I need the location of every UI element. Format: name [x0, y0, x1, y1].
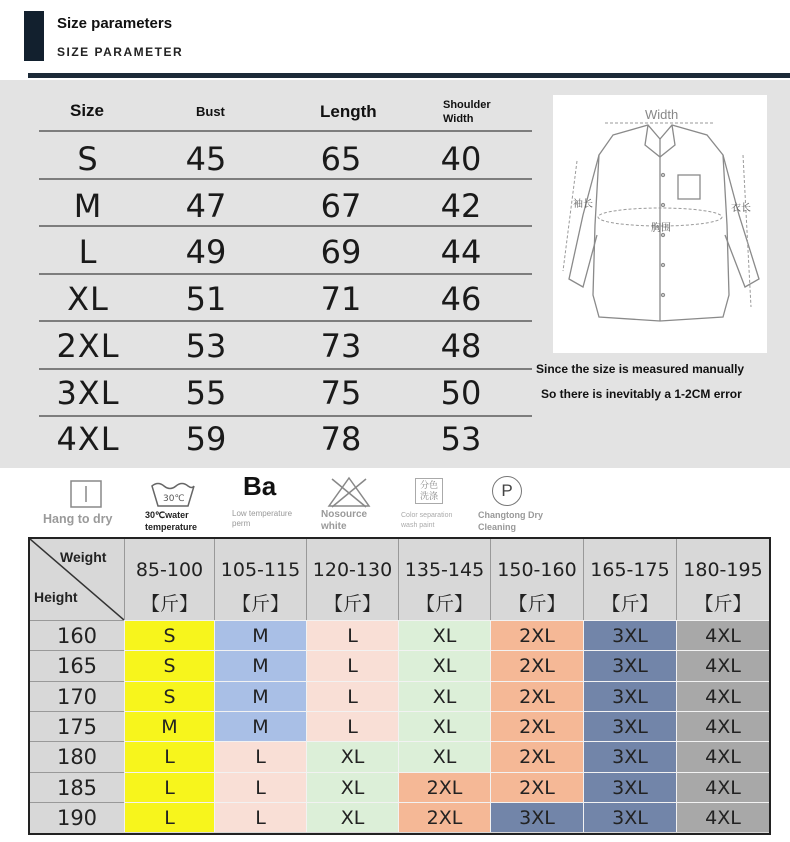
size-table-value-cell: 45 — [185, 140, 227, 178]
size-table-divider — [39, 225, 532, 227]
hang-to-dry-label: Hang to dry — [43, 512, 113, 526]
size-table-value-cell: 50 — [440, 374, 482, 412]
size-recommendation-cell: M — [124, 711, 214, 741]
size-recommendation-cell: 3XL — [583, 711, 676, 741]
size-recommendation-cell: L — [306, 711, 398, 741]
height-row-label: 170 — [30, 681, 124, 711]
header-accent-bar — [24, 11, 44, 61]
dry-clean-label: Changtong Dry Cleaning — [478, 510, 543, 532]
size-recommendation-cell: XL — [306, 741, 398, 772]
size-recommendation-cell: 3XL — [583, 802, 676, 832]
weight-range-label: 165-175 — [590, 559, 670, 581]
size-recommendation-cell: 4XL — [676, 681, 769, 711]
header-divider — [28, 73, 790, 78]
diagram-width-label: Width — [645, 107, 679, 122]
size-recommendation-cell: M — [214, 620, 306, 650]
size-recommendation-cell: 3XL — [583, 650, 676, 681]
size-table-value-cell: 49 — [185, 233, 227, 271]
size-recommendation-cell: 3XL — [490, 802, 583, 832]
size-table-value-cell: 78 — [320, 420, 362, 458]
size-table-value-cell: 51 — [185, 280, 227, 318]
size-table-divider — [39, 178, 532, 180]
weight-unit-label: 【斤】 — [140, 594, 198, 615]
separate-wash-label: Color separation wash paint — [401, 512, 453, 529]
size-recommendation-cell: 4XL — [676, 741, 769, 772]
size-recommendation-cell: L — [124, 772, 214, 802]
size-recommendation-cell: L — [214, 741, 306, 772]
size-column-header: Size — [70, 101, 105, 120]
weight-unit-label: 【斤】 — [601, 594, 659, 615]
size-table-value-cell: 73 — [320, 327, 362, 365]
bust-column-header: Bust — [196, 104, 225, 119]
weight-range-label: 135-145 — [404, 559, 485, 581]
size-table-value-cell: 47 — [185, 187, 227, 225]
size-table-size-cell: XL — [67, 280, 109, 318]
weight-unit-label: 【斤】 — [508, 594, 566, 615]
weight-column-header — [214, 539, 306, 620]
height-row-label: 190 — [30, 802, 124, 832]
wash-30-label: 30℃water temperature — [145, 510, 198, 532]
size-recommendation-cell: 3XL — [583, 741, 676, 772]
weight-column-header — [398, 539, 490, 620]
weight-column-header — [676, 539, 769, 620]
size-recommendation-cell: S — [124, 650, 214, 681]
size-recommendation-cell: L — [214, 802, 306, 832]
page-title: Size parameters — [57, 15, 173, 32]
hang-to-dry-icon — [70, 480, 102, 508]
size-recommendation-cell: 2XL — [490, 620, 583, 650]
weight-unit-label: 【斤】 — [323, 594, 381, 615]
size-recommendation-cell: M — [214, 711, 306, 741]
length-column-header: Length — [320, 102, 377, 121]
size-recommendation-cell: L — [124, 802, 214, 832]
size-table-value-cell: 40 — [440, 140, 482, 178]
size-recommendation-cell: 2XL — [490, 650, 583, 681]
size-table-value-cell: 46 — [440, 280, 482, 318]
no-perm-label: Low temperature perm — [232, 509, 293, 528]
weight-range-label: 150-160 — [497, 559, 577, 581]
size-table-divider — [39, 415, 532, 417]
size-recommendation-cell: XL — [398, 741, 490, 772]
no-bleach-icon — [326, 475, 372, 509]
size-recommendation-cell: XL — [398, 650, 490, 681]
diagram-chest-label: 胸围 — [651, 223, 671, 234]
size-table-size-cell: 4XL — [56, 420, 120, 458]
height-row-label: 165 — [30, 650, 124, 681]
weight-unit-label: 【斤】 — [231, 594, 289, 615]
size-table-size-cell: 2XL — [56, 327, 120, 365]
weight-column-header — [306, 539, 398, 620]
size-recommendation-cell: 3XL — [583, 620, 676, 650]
size-recommendation-cell: L — [306, 620, 398, 650]
weight-range-label: 120-130 — [312, 559, 393, 581]
size-table-divider — [39, 273, 532, 275]
shirt-outline-icon — [553, 95, 767, 353]
size-recommendation-cell: S — [124, 620, 214, 650]
size-recommendation-cell: L — [306, 650, 398, 681]
size-table-value-cell: 53 — [440, 420, 482, 458]
size-recommendation-cell: 4XL — [676, 772, 769, 802]
size-table-size-cell: S — [77, 140, 99, 178]
size-recommendation-cell: M — [214, 650, 306, 681]
size-recommendation-cell: 2XL — [398, 772, 490, 802]
weight-unit-label: 【斤】 — [694, 594, 752, 615]
wash-30-icon — [150, 480, 196, 508]
height-row-label: 160 — [30, 620, 124, 650]
size-recommendation-cell: L — [306, 681, 398, 711]
weight-unit-label: 【斤】 — [415, 594, 473, 615]
weight-range-label: 85-100 — [135, 559, 204, 581]
size-recommendation-cell: L — [214, 772, 306, 802]
size-recommendation-cell: XL — [398, 620, 490, 650]
page-subtitle: SIZE PARAMETER — [57, 45, 184, 59]
shirt-measurement-diagram — [553, 95, 767, 353]
size-table-divider — [39, 130, 532, 132]
size-table-divider — [39, 320, 532, 322]
weight-range-label: 180-195 — [683, 559, 763, 581]
measurement-note-2: So there is inevitably a 1-2CM error — [541, 387, 742, 401]
table-corner-cell — [30, 539, 124, 620]
size-table-value-cell: 42 — [440, 187, 482, 225]
size-recommendation-cell: S — [124, 681, 214, 711]
size-table-value-cell: 75 — [320, 374, 362, 412]
size-recommendation-cell: M — [214, 681, 306, 711]
size-recommendation-cell: 2XL — [490, 681, 583, 711]
size-table-value-cell: 67 — [320, 187, 362, 225]
size-recommendation-cell: 3XL — [583, 681, 676, 711]
size-recommendation-cell: 2XL — [398, 802, 490, 832]
size-recommendation-cell: L — [124, 741, 214, 772]
diagram-sleeve-label: 袖长 — [573, 199, 593, 210]
corner-weight-label: Weight — [60, 549, 107, 565]
size-recommendation-cell: XL — [398, 681, 490, 711]
size-table-value-cell: 65 — [320, 140, 362, 178]
size-table-value-cell: 59 — [185, 420, 227, 458]
size-recommendation-cell: 3XL — [583, 772, 676, 802]
size-recommendation-table — [28, 537, 771, 835]
weight-column-header — [583, 539, 676, 620]
size-table-value-cell: 71 — [320, 280, 362, 318]
size-recommendation-cell: 2XL — [490, 741, 583, 772]
size-recommendation-cell: 4XL — [676, 620, 769, 650]
wash-30-glyph: 30℃ — [163, 494, 185, 504]
size-table-value-cell: 44 — [440, 233, 482, 271]
size-table-divider — [39, 368, 532, 370]
no-bleach-label: Nosource white — [321, 509, 368, 532]
size-recommendation-cell: 4XL — [676, 802, 769, 832]
dry-clean-icon: P — [492, 476, 522, 506]
size-recommendation-cell: 4XL — [676, 711, 769, 741]
size-recommendation-cell: 2XL — [490, 711, 583, 741]
height-row-label: 175 — [30, 711, 124, 741]
weight-range-label: 105-115 — [220, 559, 301, 581]
measurement-note-1: Since the size is measured manually — [536, 362, 745, 376]
size-table-value-cell: 69 — [320, 233, 362, 271]
weight-column-header — [124, 539, 214, 620]
shoulder-width-column-header: Shoulder Width — [443, 99, 491, 125]
corner-height-label: Height — [34, 589, 78, 605]
no-perm-glyph: Ba — [243, 471, 277, 501]
separate-wash-icon: 分色洗涤 — [415, 478, 443, 504]
size-recommendation-cell: XL — [306, 772, 398, 802]
size-recommendation-cell: 4XL — [676, 650, 769, 681]
size-recommendation-cell: XL — [398, 711, 490, 741]
height-row-label: 185 — [30, 772, 124, 802]
height-row-label: 180 — [30, 741, 124, 772]
size-table-size-cell: L — [78, 233, 98, 271]
size-table-value-cell: 53 — [185, 327, 227, 365]
size-recommendation-cell: XL — [306, 802, 398, 832]
size-table-value-cell: 55 — [185, 374, 227, 412]
size-table-size-cell: 3XL — [56, 374, 120, 412]
diagram-length-label: 衣长 — [731, 203, 751, 214]
weight-column-header — [490, 539, 583, 620]
size-table-size-cell: M — [73, 187, 103, 225]
size-recommendation-cell: 2XL — [490, 772, 583, 802]
size-table-value-cell: 48 — [440, 327, 482, 365]
